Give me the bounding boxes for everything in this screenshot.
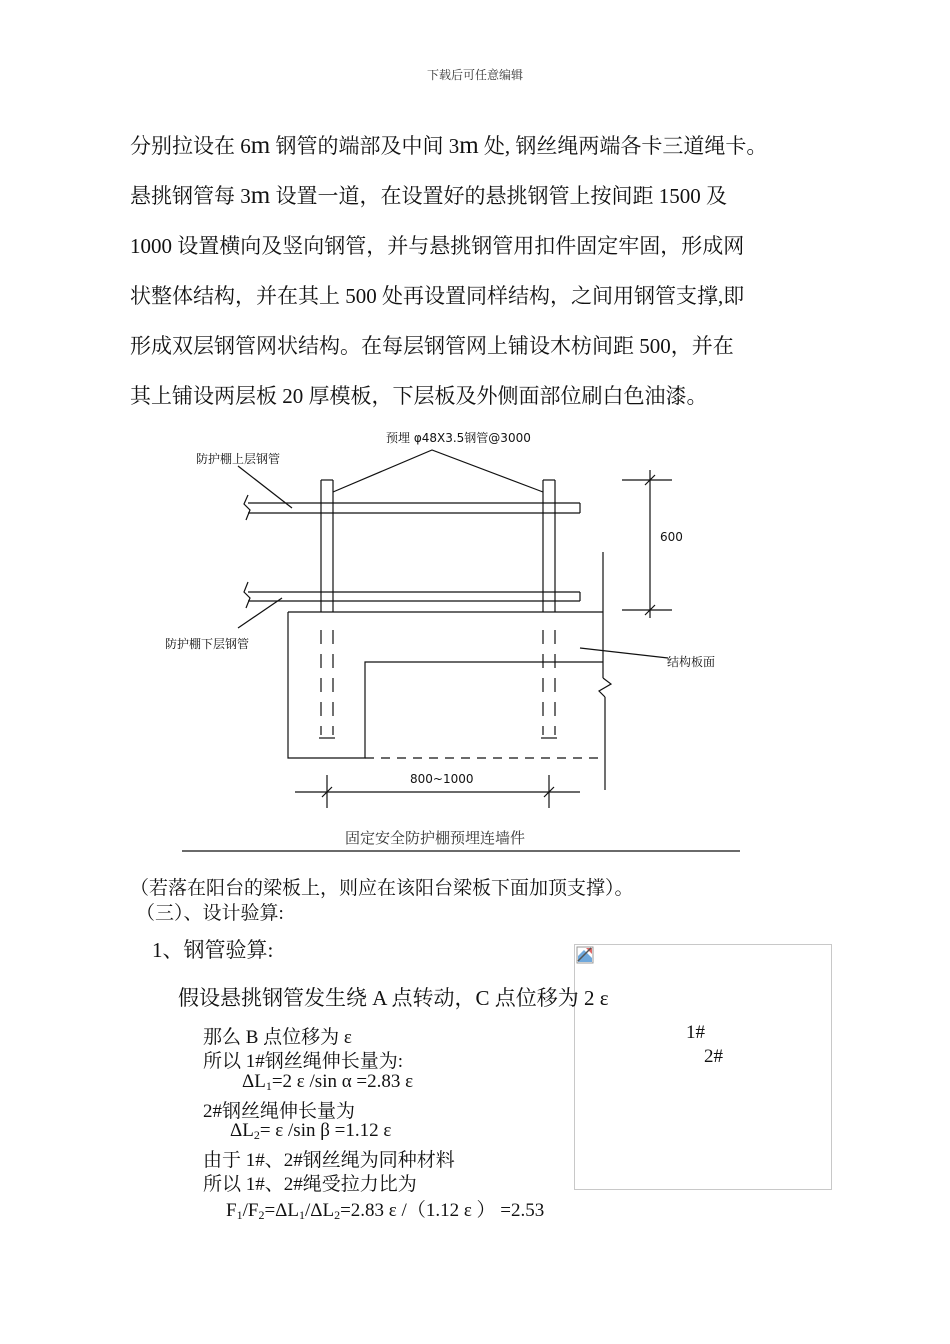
formula-force-ratio: $F_1/F_2=\Delta L_1/\Delta L_2=2.83$ ε /（1.12 ε ） =2.53 — [226, 1200, 545, 1222]
balcony-note: （若落在阳台的梁板上，则应在该阳台梁板下面加顶支撑）。 — [130, 878, 634, 899]
figure-label-rope-2: 2# — [704, 1046, 723, 1067]
same-material-line: 由于 1#、2#钢丝绳为同种材料 — [203, 1150, 455, 1171]
b-displacement-line: 那么 B 点位移为 ε — [203, 1027, 352, 1048]
subsection-title: 1、钢管验算: — [152, 938, 274, 962]
figure-label-rope-1: 1# — [686, 1022, 705, 1043]
formula-delta-l2: $\Delta L_2= \varepsilon$ /sin β =1.12 ε — [230, 1120, 392, 1142]
formula-delta-l1: $\Delta L_1=2$ ε /sin α =2.83 ε — [242, 1071, 414, 1093]
label-embedded-pipe: 预埋 φ48X3.5钢管@3000 — [386, 431, 531, 445]
label-lower-pipe: 防护棚下层钢管 — [165, 637, 250, 651]
rope2-elongation-title: 2#钢丝绳伸长量为 — [203, 1101, 356, 1122]
label-upper-pipe: 防护棚上层钢管 — [196, 452, 281, 466]
paragraph-line-3: 1000 设置横向及竖向钢管，并与悬挑钢管用扣件固定牢固，形成网 — [130, 234, 745, 258]
assumption-line: 假设悬挑钢管发生绕 A 点转动，C 点位移为 2 ε — [178, 986, 609, 1010]
section-heading: （三）、设计验算: — [136, 903, 284, 924]
paragraph-line-2: 悬挑钢管每 3m 设置一道，在设置好的悬挑钢管上按间距 1500 及 — [130, 182, 727, 209]
paragraph-line-5: 形成双层钢管网状结构。在每层钢管网上铺设木枋间距 500，并在 — [130, 334, 734, 358]
missing-image-frame — [574, 944, 832, 1190]
paragraph-line-6: 其上铺设两层板 20 厚模板，下层板及外侧面部位刷白色油漆。 — [130, 384, 708, 408]
diagram-caption: 固定安全防护棚预埋连墙件 — [345, 829, 526, 847]
force-ratio-title: 所以 1#、2#绳受拉力比为 — [203, 1174, 417, 1195]
label-structure-slab: 结构板面 — [667, 655, 716, 669]
embedded-pipe-diagram — [150, 425, 750, 855]
broken-image-icon — [576, 946, 594, 964]
paragraph-line-1: 分别拉设在 6m 钢管的端部及中间 3m 处, 钢丝绳两端各卡三道绳卡。 — [130, 132, 768, 159]
dimension-600: 600 — [660, 530, 683, 544]
rope1-elongation-title: 所以 1#钢丝绳伸长量为: — [203, 1051, 404, 1072]
dimension-span: 800~1000 — [410, 772, 474, 786]
paragraph-line-4: 状整体结构，并在其上 500 处再设置同样结构，之间用钢管支撑,即 — [130, 284, 745, 308]
page-header: 下载后可任意编辑 — [426, 68, 523, 82]
